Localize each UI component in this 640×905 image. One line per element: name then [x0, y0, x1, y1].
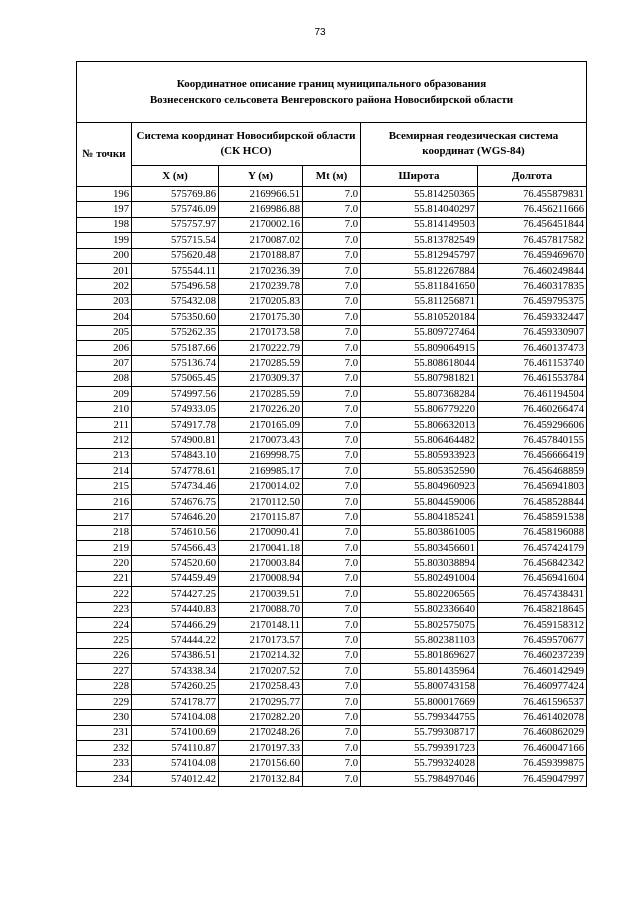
point-number-cell: 232: [77, 741, 132, 756]
y-cell: 2170088.70: [219, 602, 303, 617]
point-number-cell: 196: [77, 187, 132, 202]
latitude-cell: 55.799344755: [361, 710, 478, 725]
x-cell: 574646.20: [132, 510, 219, 525]
longitude-cell: 76.459047997: [478, 771, 587, 786]
x-cell: 574444.22: [132, 633, 219, 648]
longitude-cell: 76.459332447: [478, 310, 587, 325]
header-latitude: Широта: [361, 166, 478, 187]
longitude-cell: 76.461402078: [478, 710, 587, 725]
y-cell: 2169966.51: [219, 187, 303, 202]
latitude-cell: 55.811841650: [361, 279, 478, 294]
latitude-cell: 55.806632013: [361, 417, 478, 432]
y-cell: 2170309.37: [219, 371, 303, 386]
latitude-cell: 55.800743158: [361, 679, 478, 694]
longitude-cell: 76.460266474: [478, 402, 587, 417]
point-number-cell: 227: [77, 664, 132, 679]
mt-cell: 7.0: [303, 725, 361, 740]
table-row: [77, 525, 587, 540]
table-row: [77, 248, 587, 263]
point-number-cell: 226: [77, 648, 132, 663]
table-row: [77, 494, 587, 509]
mt-cell: 7.0: [303, 710, 361, 725]
longitude-cell: 76.459469670: [478, 248, 587, 263]
longitude-cell: 76.458196088: [478, 525, 587, 540]
longitude-cell: 76.456451844: [478, 217, 587, 232]
y-cell: 2170112.50: [219, 494, 303, 509]
mt-cell: 7.0: [303, 233, 361, 248]
x-cell: 574104.08: [132, 710, 219, 725]
longitude-cell: 76.460047166: [478, 741, 587, 756]
x-cell: 574338.34: [132, 664, 219, 679]
mt-cell: 7.0: [303, 510, 361, 525]
x-cell: 575769.86: [132, 187, 219, 202]
y-cell: 2170226.20: [219, 402, 303, 417]
latitude-cell: 55.810520184: [361, 310, 478, 325]
table-row: [77, 325, 587, 340]
point-number-cell: 221: [77, 571, 132, 586]
latitude-cell: 55.798497046: [361, 771, 478, 786]
y-cell: 2169986.88: [219, 202, 303, 217]
y-cell: 2170014.02: [219, 479, 303, 494]
latitude-cell: 55.807981821: [361, 371, 478, 386]
document-title: [150, 76, 513, 108]
table-row: [77, 371, 587, 386]
longitude-cell: 76.460862029: [478, 725, 587, 740]
y-cell: 2170285.59: [219, 356, 303, 371]
mt-cell: 7.0: [303, 694, 361, 709]
point-number-cell: 233: [77, 756, 132, 771]
x-cell: 575757.97: [132, 217, 219, 232]
latitude-cell: 55.799308717: [361, 725, 478, 740]
latitude-cell: 55.805933923: [361, 448, 478, 463]
x-cell: 575620.48: [132, 248, 219, 263]
y-cell: 2169998.75: [219, 448, 303, 463]
longitude-cell: 76.461194504: [478, 387, 587, 402]
latitude-cell: 55.806779220: [361, 402, 478, 417]
x-cell: 574427.25: [132, 587, 219, 602]
y-cell: 2170148.11: [219, 617, 303, 632]
x-cell: 574900.81: [132, 433, 219, 448]
point-number-cell: 205: [77, 325, 132, 340]
y-cell: 2170173.57: [219, 633, 303, 648]
latitude-cell: 55.802336640: [361, 602, 478, 617]
point-number-cell: 229: [77, 694, 132, 709]
latitude-cell: 55.809727464: [361, 325, 478, 340]
y-cell: 2170205.83: [219, 294, 303, 309]
x-cell: 574520.60: [132, 556, 219, 571]
longitude-cell: 76.456468859: [478, 464, 587, 479]
table-row: [77, 433, 587, 448]
point-number-cell: 197: [77, 202, 132, 217]
mt-cell: 7.0: [303, 448, 361, 463]
x-cell: 574440.83: [132, 602, 219, 617]
point-number-cell: 202: [77, 279, 132, 294]
y-cell: 2170282.20: [219, 710, 303, 725]
y-cell: 2170197.33: [219, 741, 303, 756]
x-cell: 574566.43: [132, 540, 219, 555]
mt-cell: 7.0: [303, 617, 361, 632]
mt-cell: 7.0: [303, 633, 361, 648]
table-row: [77, 664, 587, 679]
latitude-cell: 55.804459006: [361, 494, 478, 509]
latitude-cell: 55.814149503: [361, 217, 478, 232]
longitude-cell: 76.459158312: [478, 617, 587, 632]
table-row: [77, 448, 587, 463]
table-row: [77, 633, 587, 648]
y-cell: 2170003.84: [219, 556, 303, 571]
table-row: [77, 310, 587, 325]
longitude-cell: 76.457424179: [478, 540, 587, 555]
header-point-number: № точки: [77, 123, 132, 187]
latitude-cell: 55.804960923: [361, 479, 478, 494]
y-cell: 2170165.09: [219, 417, 303, 432]
x-cell: 574778.61: [132, 464, 219, 479]
y-cell: 2170115.87: [219, 510, 303, 525]
point-number-cell: 208: [77, 371, 132, 386]
mt-cell: 7.0: [303, 464, 361, 479]
x-cell: 574676.75: [132, 494, 219, 509]
table-row: [77, 771, 587, 786]
mt-cell: 7.0: [303, 587, 361, 602]
x-cell: 575496.58: [132, 279, 219, 294]
point-number-cell: 198: [77, 217, 132, 232]
point-number-cell: 200: [77, 248, 132, 263]
point-number-cell: 204: [77, 310, 132, 325]
y-cell: 2170207.52: [219, 664, 303, 679]
y-cell: 2170258.43: [219, 679, 303, 694]
longitude-cell: 76.460249844: [478, 263, 587, 278]
table-row: [77, 741, 587, 756]
mt-cell: 7.0: [303, 310, 361, 325]
x-cell: 574997.56: [132, 387, 219, 402]
x-cell: 574110.87: [132, 741, 219, 756]
mt-cell: 7.0: [303, 263, 361, 278]
longitude-cell: 76.460977424: [478, 679, 587, 694]
mt-cell: 7.0: [303, 571, 361, 586]
table-row: [77, 387, 587, 402]
y-cell: 2170175.30: [219, 310, 303, 325]
table-row: [77, 187, 587, 202]
table-row: [77, 340, 587, 355]
header-mt: Mt (м): [303, 166, 361, 187]
x-cell: 575432.08: [132, 294, 219, 309]
mt-cell: 7.0: [303, 679, 361, 694]
title-line-2: Вознесенского сельсовета Венгеровского района Новосибирской области: [149, 94, 514, 106]
mt-cell: 7.0: [303, 248, 361, 263]
point-number-cell: 234: [77, 771, 132, 786]
point-number-cell: 213: [77, 448, 132, 463]
y-cell: 2170173.58: [219, 325, 303, 340]
latitude-cell: 55.809064915: [361, 340, 478, 355]
x-cell: 575350.60: [132, 310, 219, 325]
mt-cell: 7.0: [303, 433, 361, 448]
y-cell: 2170039.51: [219, 587, 303, 602]
point-number-cell: 212: [77, 433, 132, 448]
x-cell: 574466.29: [132, 617, 219, 632]
point-number-cell: 224: [77, 617, 132, 632]
header-y: Y (м): [219, 166, 303, 187]
latitude-cell: 55.812267884: [361, 263, 478, 278]
longitude-cell: 76.460237239: [478, 648, 587, 663]
x-cell: 575544.11: [132, 263, 219, 278]
latitude-cell: 55.807368284: [361, 387, 478, 402]
table-row: [77, 233, 587, 248]
table-row: [77, 648, 587, 663]
point-number-cell: 215: [77, 479, 132, 494]
longitude-cell: 76.457438431: [478, 587, 587, 602]
latitude-cell: 55.806464482: [361, 433, 478, 448]
latitude-cell: 55.802381103: [361, 633, 478, 648]
table-row: [77, 417, 587, 432]
table-row: [77, 725, 587, 740]
x-cell: 575262.35: [132, 325, 219, 340]
table-row: [77, 602, 587, 617]
latitude-cell: 55.799391723: [361, 741, 478, 756]
mt-cell: 7.0: [303, 294, 361, 309]
table-row: [77, 540, 587, 555]
point-number-cell: 216: [77, 494, 132, 509]
latitude-cell: 55.801435964: [361, 664, 478, 679]
mt-cell: 7.0: [303, 479, 361, 494]
latitude-cell: 55.802575075: [361, 617, 478, 632]
mt-cell: 7.0: [303, 371, 361, 386]
x-cell: 574610.56: [132, 525, 219, 540]
latitude-cell: 55.799324028: [361, 756, 478, 771]
x-cell: 575715.54: [132, 233, 219, 248]
table-row: [77, 464, 587, 479]
page-number: 73: [314, 27, 326, 38]
longitude-cell: 76.461153740: [478, 356, 587, 371]
point-number-cell: 199: [77, 233, 132, 248]
table-row: [77, 479, 587, 494]
x-cell: 574386.51: [132, 648, 219, 663]
latitude-cell: 55.805352590: [361, 464, 478, 479]
longitude-cell: 76.455879831: [478, 187, 587, 202]
mt-cell: 7.0: [303, 648, 361, 663]
latitude-cell: 55.811256871: [361, 294, 478, 309]
longitude-cell: 76.461596537: [478, 694, 587, 709]
title-box: [76, 61, 587, 122]
x-cell: 575136.74: [132, 356, 219, 371]
coordinates-table: [76, 122, 587, 787]
y-cell: 2170285.59: [219, 387, 303, 402]
point-number-cell: 219: [77, 540, 132, 555]
y-cell: 2170132.84: [219, 771, 303, 786]
longitude-cell: 76.460317835: [478, 279, 587, 294]
mt-cell: 7.0: [303, 771, 361, 786]
x-cell: 575746.09: [132, 202, 219, 217]
latitude-cell: 55.812945797: [361, 248, 478, 263]
latitude-cell: 55.813782549: [361, 233, 478, 248]
mt-cell: 7.0: [303, 417, 361, 432]
longitude-cell: 76.456842342: [478, 556, 587, 571]
longitude-cell: 76.458218645: [478, 602, 587, 617]
y-cell: 2169985.17: [219, 464, 303, 479]
point-number-cell: 209: [77, 387, 132, 402]
point-number-cell: 211: [77, 417, 132, 432]
mt-cell: 7.0: [303, 387, 361, 402]
point-number-cell: 220: [77, 556, 132, 571]
x-cell: 575065.45: [132, 371, 219, 386]
table-row: [77, 617, 587, 632]
y-cell: 2170236.39: [219, 263, 303, 278]
y-cell: 2170087.02: [219, 233, 303, 248]
table-row: [77, 356, 587, 371]
header-wgs-system: Всемирная геодезическая система координат (WGS-84): [361, 123, 587, 166]
mt-cell: 7.0: [303, 540, 361, 555]
point-number-cell: 223: [77, 602, 132, 617]
point-number-cell: 203: [77, 294, 132, 309]
mt-cell: 7.0: [303, 741, 361, 756]
y-cell: 2170156.60: [219, 756, 303, 771]
y-cell: 2170090.41: [219, 525, 303, 540]
latitude-cell: 55.801869627: [361, 648, 478, 663]
x-cell: 574012.42: [132, 771, 219, 786]
longitude-cell: 76.460142949: [478, 664, 587, 679]
latitude-cell: 55.803038894: [361, 556, 478, 571]
x-cell: 574933.05: [132, 402, 219, 417]
longitude-cell: 76.456666419: [478, 448, 587, 463]
table-row: [77, 279, 587, 294]
table-row: [77, 679, 587, 694]
longitude-cell: 76.457817582: [478, 233, 587, 248]
longitude-cell: 76.456941803: [478, 479, 587, 494]
latitude-cell: 55.803861005: [361, 525, 478, 540]
x-cell: 574178.77: [132, 694, 219, 709]
header-longitude: Долгота: [478, 166, 587, 187]
longitude-cell: 76.459570677: [478, 633, 587, 648]
table-row: [77, 217, 587, 232]
y-cell: 2170073.43: [219, 433, 303, 448]
table-row: [77, 263, 587, 278]
latitude-cell: 55.802491004: [361, 571, 478, 586]
table-row: [77, 510, 587, 525]
title-line-1: Координатное описание границ муниципального образования: [176, 78, 487, 90]
mt-cell: 7.0: [303, 402, 361, 417]
longitude-cell: 76.458591538: [478, 510, 587, 525]
longitude-cell: 76.459296606: [478, 417, 587, 432]
mt-cell: 7.0: [303, 187, 361, 202]
point-number-cell: 210: [77, 402, 132, 417]
x-cell: 574260.25: [132, 679, 219, 694]
mt-cell: 7.0: [303, 202, 361, 217]
longitude-cell: 76.458528844: [478, 494, 587, 509]
table-row: [77, 756, 587, 771]
mt-cell: 7.0: [303, 340, 361, 355]
point-number-cell: 218: [77, 525, 132, 540]
y-cell: 2170041.18: [219, 540, 303, 555]
x-cell: 574104.08: [132, 756, 219, 771]
mt-cell: 7.0: [303, 664, 361, 679]
longitude-cell: 76.459795375: [478, 294, 587, 309]
point-number-cell: 228: [77, 679, 132, 694]
coordinates-document: [76, 61, 587, 787]
point-number-cell: 217: [77, 510, 132, 525]
mt-cell: 7.0: [303, 356, 361, 371]
latitude-cell: 55.814250365: [361, 187, 478, 202]
mt-cell: 7.0: [303, 494, 361, 509]
table-row: [77, 402, 587, 417]
y-cell: 2170239.78: [219, 279, 303, 294]
mt-cell: 7.0: [303, 556, 361, 571]
mt-cell: 7.0: [303, 602, 361, 617]
point-number-cell: 207: [77, 356, 132, 371]
y-cell: 2170222.79: [219, 340, 303, 355]
header-local-system: Система координат Новосибирской области (СК НСО): [132, 123, 361, 166]
latitude-cell: 55.802206565: [361, 587, 478, 602]
y-cell: 2170295.77: [219, 694, 303, 709]
table-row: [77, 571, 587, 586]
point-number-cell: 231: [77, 725, 132, 740]
mt-cell: 7.0: [303, 756, 361, 771]
longitude-cell: 76.457840155: [478, 433, 587, 448]
point-number-cell: 201: [77, 263, 132, 278]
x-cell: 574459.49: [132, 571, 219, 586]
x-cell: 574843.10: [132, 448, 219, 463]
longitude-cell: 76.456941604: [478, 571, 587, 586]
point-number-cell: 225: [77, 633, 132, 648]
mt-cell: 7.0: [303, 325, 361, 340]
y-cell: 2170188.87: [219, 248, 303, 263]
y-cell: 2170002.16: [219, 217, 303, 232]
y-cell: 2170248.26: [219, 725, 303, 740]
table-row: [77, 694, 587, 709]
point-number-cell: 206: [77, 340, 132, 355]
x-cell: 574100.69: [132, 725, 219, 740]
longitude-cell: 76.461553784: [478, 371, 587, 386]
latitude-cell: 55.804185241: [361, 510, 478, 525]
point-number-cell: 214: [77, 464, 132, 479]
x-cell: 574734.46: [132, 479, 219, 494]
latitude-cell: 55.808618044: [361, 356, 478, 371]
table-body: [77, 187, 587, 787]
table-row: [77, 294, 587, 309]
table-row: [77, 556, 587, 571]
longitude-cell: 76.456211666: [478, 202, 587, 217]
point-number-cell: 230: [77, 710, 132, 725]
latitude-cell: 55.814040297: [361, 202, 478, 217]
longitude-cell: 76.459330907: [478, 325, 587, 340]
y-cell: 2170214.32: [219, 648, 303, 663]
y-cell: 2170008.94: [219, 571, 303, 586]
x-cell: 574917.78: [132, 417, 219, 432]
latitude-cell: 55.803456601: [361, 540, 478, 555]
mt-cell: 7.0: [303, 217, 361, 232]
x-cell: 575187.66: [132, 340, 219, 355]
longitude-cell: 76.459399875: [478, 756, 587, 771]
table-row: [77, 202, 587, 217]
mt-cell: 7.0: [303, 279, 361, 294]
longitude-cell: 76.460137473: [478, 340, 587, 355]
latitude-cell: 55.800017669: [361, 694, 478, 709]
table-row: [77, 710, 587, 725]
mt-cell: 7.0: [303, 525, 361, 540]
header-x: X (м): [132, 166, 219, 187]
table-row: [77, 587, 587, 602]
point-number-cell: 222: [77, 587, 132, 602]
